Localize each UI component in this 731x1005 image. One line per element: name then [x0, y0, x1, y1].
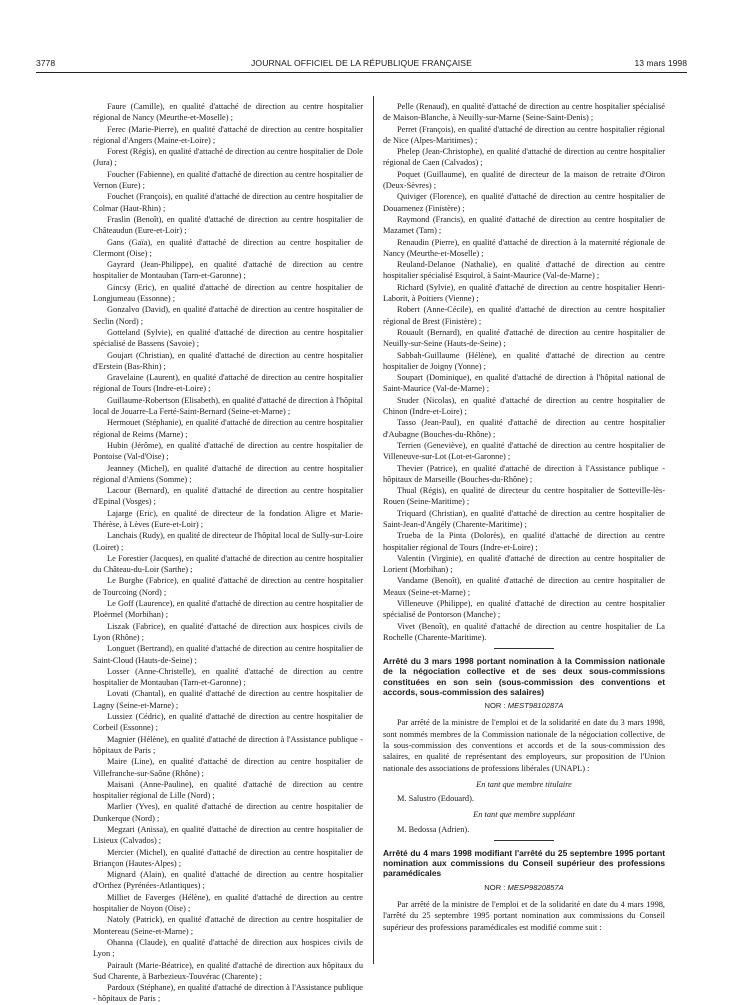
appointment-entry: Lanchais (Rudy), en qualité de directeur de l'hôpital local de Sully-sur-Loire (Loiret) ; [93, 531, 363, 552]
issue-date: 13 mars 1998 [634, 58, 687, 68]
role-heading: En tant que membre titulaire [476, 779, 572, 789]
page-header [36, 58, 687, 72]
decree-1 [383, 656, 665, 835]
appointment-entry: Mercier (Michel), en qualité d'attaché de direction au centre hospitalier de Briançon (Hautes-Alpes) ; [93, 847, 363, 868]
appointment-entry: Tasso (Jean-Paul), en qualité d'attaché de direction au centre hospitalier d'Aubagne (Bouches-du-Rhône) ; [383, 418, 665, 439]
appointment-entry: Natoly (Patrick), en qualité d'attaché de direction au centre hospitalier de Montereau (Seine-et-Marne) ; [93, 915, 363, 936]
appointment-entry: Gravelaine (Laurent), en qualité d'attaché de direction au centre hospitalier régional de Tours (Indre-et-Loire) ; [93, 373, 363, 394]
role-heading: En tant que membre suppléant [473, 810, 575, 820]
appointment-entry: Thual (Régis), en qualité de directeur du centre hospitalier de Sotteville-lès-Rouen (Seine-Maritime) ; [383, 486, 665, 507]
appointment-entry: Ohanna (Claude), en qualité d'attaché de direction aux hospices civils de Lyon ; [93, 937, 363, 959]
nor-reference [383, 882, 665, 893]
appointment-entry: Thevier (Patrice), en qualité d'attaché de direction à l'Assistance publique - hôpitaux de Marseille (Bouches-du-Rhône) ; [383, 463, 665, 484]
appointment-entry: Jeanney (Michel), en qualité d'attaché de direction au centre hospitalier régional d'Amiens (Somme) ; [93, 463, 363, 484]
appointment-entry: Marlier (Yves), en qualité d'attaché de direction au centre hospitalier de Dunkerque (Nord) ; [93, 802, 363, 823]
appointment-entry: Maire (Line), en qualité d'attaché de direction au centre hospitalier de Villefranche-sur-Saône (Rhône) ; [93, 757, 363, 778]
nor-reference [383, 700, 665, 711]
section-divider [494, 648, 554, 649]
left-column [93, 101, 363, 1005]
appointment-entry: Gonzalvo (David), en qualité d'attaché de direction au centre hospitalier de Seclin (Nord) ; [93, 305, 363, 326]
nor-label: NOR : [484, 701, 506, 711]
appointment-entry: Milliet de Faverges (Hélène), en qualité d'attaché de direction au centre hospitalier de Noyon (Oise) ; [93, 892, 363, 914]
appointment-entry: Phelep (Jean-Christophe), en qualité d'attaché de direction au centre hospitalier régional de Caen (Calvados) ; [383, 147, 665, 168]
appointment-entry: Quiviger (Florence), en qualité d'attaché de direction au centre hospitalier de Douarnenez (Finistère) ; [383, 192, 665, 213]
appointment-entry: Triquard (Christian), en qualité d'attaché de direction au centre hospitalier de Saint-Jean-d'Angély (Charente-Maritime) ; [383, 508, 665, 529]
appointment-entry: Sabbah-Guillaume (Hélène), en qualité d'attaché de direction au centre hospitalier de Joigny (Yonne) ; [383, 350, 665, 371]
nor-code: MEST9810287A [507, 701, 564, 711]
appointment-entry: Fraslin (Benoît), en qualité d'attaché de direction au centre hospitalier de Châteaudun (Eure-et-Loir) ; [93, 214, 363, 236]
right-column [383, 101, 665, 933]
appointment-entry: Perret (François), en qualité d'attaché de direction au centre hospitalier régional de Nice (Alpes-Maritimes) ; [383, 124, 665, 145]
appointment-entry: Renaudin (Pierre), en qualité d'attaché de direction à la maternité régionale de Nancy (Meurthe-et-Moselle) ; [383, 237, 665, 258]
appointee: M. Salustro (Edouard). [397, 794, 474, 804]
appointment-entry: Hubin (Jérôme), en qualité d'attaché de direction au centre hospitalier de Pontoise (Val-d'Oise) ; [93, 440, 363, 462]
appointment-entry: Raymond (Francis), en qualité d'attaché de direction au centre hospitalier de Mazamet (Tarn) ; [383, 214, 665, 236]
section-divider [494, 840, 554, 841]
nor-code: MESP9820857A [507, 882, 564, 892]
appointment-entry: Gans (Gaïa), en qualité d'attaché de direction au centre hospitalier de Clermont (Oise) ; [93, 237, 363, 258]
appointment-entry: Soupart (Dominique), en qualité d'attaché de direction à l'hôpital national de Saint-Maurice (Val-de-Marne) ; [383, 373, 665, 394]
appointment-entry: Lussiez (Cédric), en qualité d'attaché de direction au centre hospitalier de Corbeil (Essonne) ; [93, 712, 363, 733]
decree-body: Par arrêté de la ministre de l'emploi et de la solidarité en date du 3 mars 1998, sont nommés membres de la Commission nationale de la négociation collective, de la sous-commission des conventions et accords et de la sous-commission des salaires, en qualité de représentant des employeurs, sur proposition de l'Union nationale des associations de professions libérales (UNAPL) : [383, 718, 665, 773]
right-column-entries [383, 101, 665, 643]
appointment-entry: Fouchet (François), en qualité d'attaché de direction au centre hospitalier de Colmar (Haut-Rhin) ; [93, 192, 363, 213]
appointment-entry: Foucher (Fabienne), en qualité d'attaché de direction au centre hospitalier de Vernon (Eure) ; [93, 169, 363, 191]
appointment-entry: Megzari (Anissa), en qualité d'attaché de direction au centre hospitalier de Lisieux (Calvados) ; [93, 825, 363, 846]
appointment-entry: Magnier (Hélène), en qualité d'attaché de direction à l'Assistance publique - hôpitaux de Paris ; [93, 734, 363, 755]
appointment-entry: Pairault (Marie-Béatrice), en qualité d'attaché de direction aux hôpitaux du Sud Charente, à Barbezieux-Touvérac (Charente) ; [93, 960, 363, 981]
appointment-entry: Pardoux (Stéphane), en qualité d'attaché de direction à l'Assistance publique - hôpitaux de Paris ; [93, 983, 363, 1004]
appointment-entry: Hermouet (Stéphanie), en qualité d'attaché de direction au centre hospitalier régional de Reims (Marne) ; [93, 418, 363, 439]
appointment-entry: Liszak (Fabrice), en qualité d'attaché de direction aux hospices civils de Lyon (Rhône) ; [93, 621, 363, 642]
appointment-entry: Richard (Sylvie), en qualité d'attaché de direction au centre hospitalier Henri-Laborit, à Poitiers (Vienne) ; [383, 282, 665, 304]
journal-title: JOURNAL OFFICIEL DE LA RÉPUBLIQUE FRANÇAISE [251, 58, 472, 68]
appointment-entry: Studer (Nicolas), en qualité d'attaché de direction au centre hospitalier de Chinon (Indre-et-Loire) ; [383, 395, 665, 417]
appointment-entry: Gotteland (Sylvie), en qualité d'attaché de direction au centre hospitalier spécialisé de Bassens (Savoie) ; [93, 327, 363, 349]
appointment-entry: Goujart (Christian), en qualité d'attaché de direction au centre hospitalier d'Erstein (Bas-Rhin) ; [93, 350, 363, 371]
appointment-entry: Le Goff (Laurence), en qualité d'attaché de direction au centre hospitalier de Ploërmel (Morbihan) ; [93, 599, 363, 620]
appointment-entry: Reuland-Delanoe (Nathalie), en qualité d'attaché de direction au centre hospitalier spécialisé Esquirol, à Saint-Maurice (Val-de-Marne) ; [383, 260, 665, 281]
appointment-entry: Losser (Anne-Christelle), en qualité d'attaché de direction au centre hospitalier de Montauban (Tarn-et-Garonne) ; [93, 666, 363, 688]
appointee: M. Bedossa (Adrien). [397, 824, 470, 834]
appointment-entry: Pelle (Renaud), en qualité d'attaché de direction au centre hospitalier spécialisé de Maison-Blanche, à Neuilly-sur-Marne (Seine-Saint-Denis) ; [383, 102, 665, 123]
appointment-entry: Guillaume-Robertson (Elisabeth), en qualité d'attaché de direction à l'hôpital local de Jouarre-La Ferté-Saint-Bernard (Seine-et-Marne) ; [93, 395, 363, 417]
appointment-entry: Longuet (Bertrand), en qualité d'attaché de direction au centre hospitalier de Saint-Cloud (Hauts-de-Seine) ; [93, 644, 363, 665]
appointment-entry: Poquet (Guillaume), en qualité de directeur de la maison de retraite d'Oiron (Deux-Sèvres) ; [383, 169, 665, 191]
appointment-entry: Trueba de la Pinta (Dolorès), en qualité d'attaché de direction au centre hospitalier régional de Tours (Indre-et-Loire) ; [383, 531, 665, 552]
nor-label: NOR : [484, 882, 506, 892]
appointment-entry: Ferec (Marie-Pierre), en qualité d'attaché de direction au centre hospitalier régional d'Angers (Maine-et-Loire) ; [93, 124, 363, 145]
appointment-entry: Maisani (Anne-Pauline), en qualité d'attaché de direction au centre hospitalier régional de Lille (Nord) ; [93, 779, 363, 801]
appointment-entry: Le Forestier (Jacques), en qualité d'attaché de direction au centre hospitalier du Château-du-Loir (Sarthe) ; [93, 553, 363, 575]
appointment-entry: Le Burghe (Fabrice), en qualité d'attaché de direction au centre hospitalier de Tourcoing (Nord) ; [93, 576, 363, 597]
appointment-entry: Faure (Camille), en qualité d'attaché de direction au centre hospitalier régional de Nancy (Meurthe-et-Moselle) ; [93, 102, 363, 123]
appointment-entry: Valentin (Virginie), en qualité d'attaché de direction au centre hospitalier de Lorient (Morbihan) ; [383, 553, 665, 575]
appointment-entry: Gayrard (Jean-Philippe), en qualité d'attaché de direction au centre hospitalier de Montauban (Tarn-et-Garonne) ; [93, 260, 363, 281]
appointment-entry: Mignard (Alain), en qualité d'attaché de direction au centre hospitalier d'Orthez (Pyrénées-Atlantiques) ; [93, 870, 363, 891]
appointment-entry: Robert (Anne-Cécile), en qualité d'attaché de direction au centre hospitalier régional de Brest (Finistère) ; [383, 305, 665, 326]
appointment-entry: Lacour (Bernard), en qualité d'attaché de direction au centre hospitalier d'Epinal (Vosges) ; [93, 486, 363, 507]
decree-title: Arrêté du 3 mars 1998 portant nomination à la Commission nationale de la négociation collective et de ses deux sous-commissions constituées en son sein (sous-commission des conventions et accords, sous-commission des salaires) [383, 656, 665, 697]
appointment-entry: Terrien (Geneviève), en qualité d'attaché de direction au centre hospitalier de Villeneuve-sur-Lot (Lot-et-Garonne) ; [383, 440, 665, 462]
column-divider [373, 96, 374, 964]
appointment-entry: Rouault (Bernard), en qualité d'attaché de direction au centre hospitalier de Neuilly-sur-Seine (Hauts-de-Seine) ; [383, 327, 665, 349]
appointment-entry: Gincsy (Eric), en qualité d'attaché de direction au centre hospitalier de Longjumeau (Essonne) ; [93, 282, 363, 304]
page-number: 3778 [36, 58, 56, 68]
appointment-entry: Lajarge (Eric), en qualité de directeur de la fondation Aligre et Marie-Thérèse, à Lèves (Eure-et-Loir) ; [93, 508, 363, 529]
decree-title: Arrêté du 4 mars 1998 modifiant l'arrêté du 25 septembre 1995 portant nomination aux commissions du Conseil supérieur des professions paramédicales [383, 848, 665, 879]
decree-2 [383, 848, 665, 933]
appointment-entry: Vandame (Benoît), en qualité d'attaché de direction au centre hospitalier de Meaux (Seine-et-Marne) ; [383, 576, 665, 597]
decree-body: Par arrêté de la ministre de l'emploi et de la solidarité en date du 4 mars 1998, l'arrêté du 25 septembre 1995 portant nomination aux commissions du Conseil supérieur des professions paramédicales est modifié comme suit : [383, 899, 665, 932]
header-rule [36, 72, 687, 73]
appointment-entry: Villeneuve (Philippe), en qualité d'attaché de direction au centre hospitalier spécialisé de Pontorson (Manche) ; [383, 599, 665, 620]
appointment-entry: Vivet (Benoît), en qualité d'attaché de direction au centre hospitalier de La Rochelle (Charente-Maritime). [383, 621, 665, 642]
appointment-entry: Lovati (Chantal), en qualité d'attaché de direction au centre hospitalier de Lagny (Seine-et-Marne) ; [93, 689, 363, 710]
appointment-entry: Forest (Régis), en qualité d'attaché de direction au centre hospitalier de Dole (Jura) ; [93, 147, 363, 168]
